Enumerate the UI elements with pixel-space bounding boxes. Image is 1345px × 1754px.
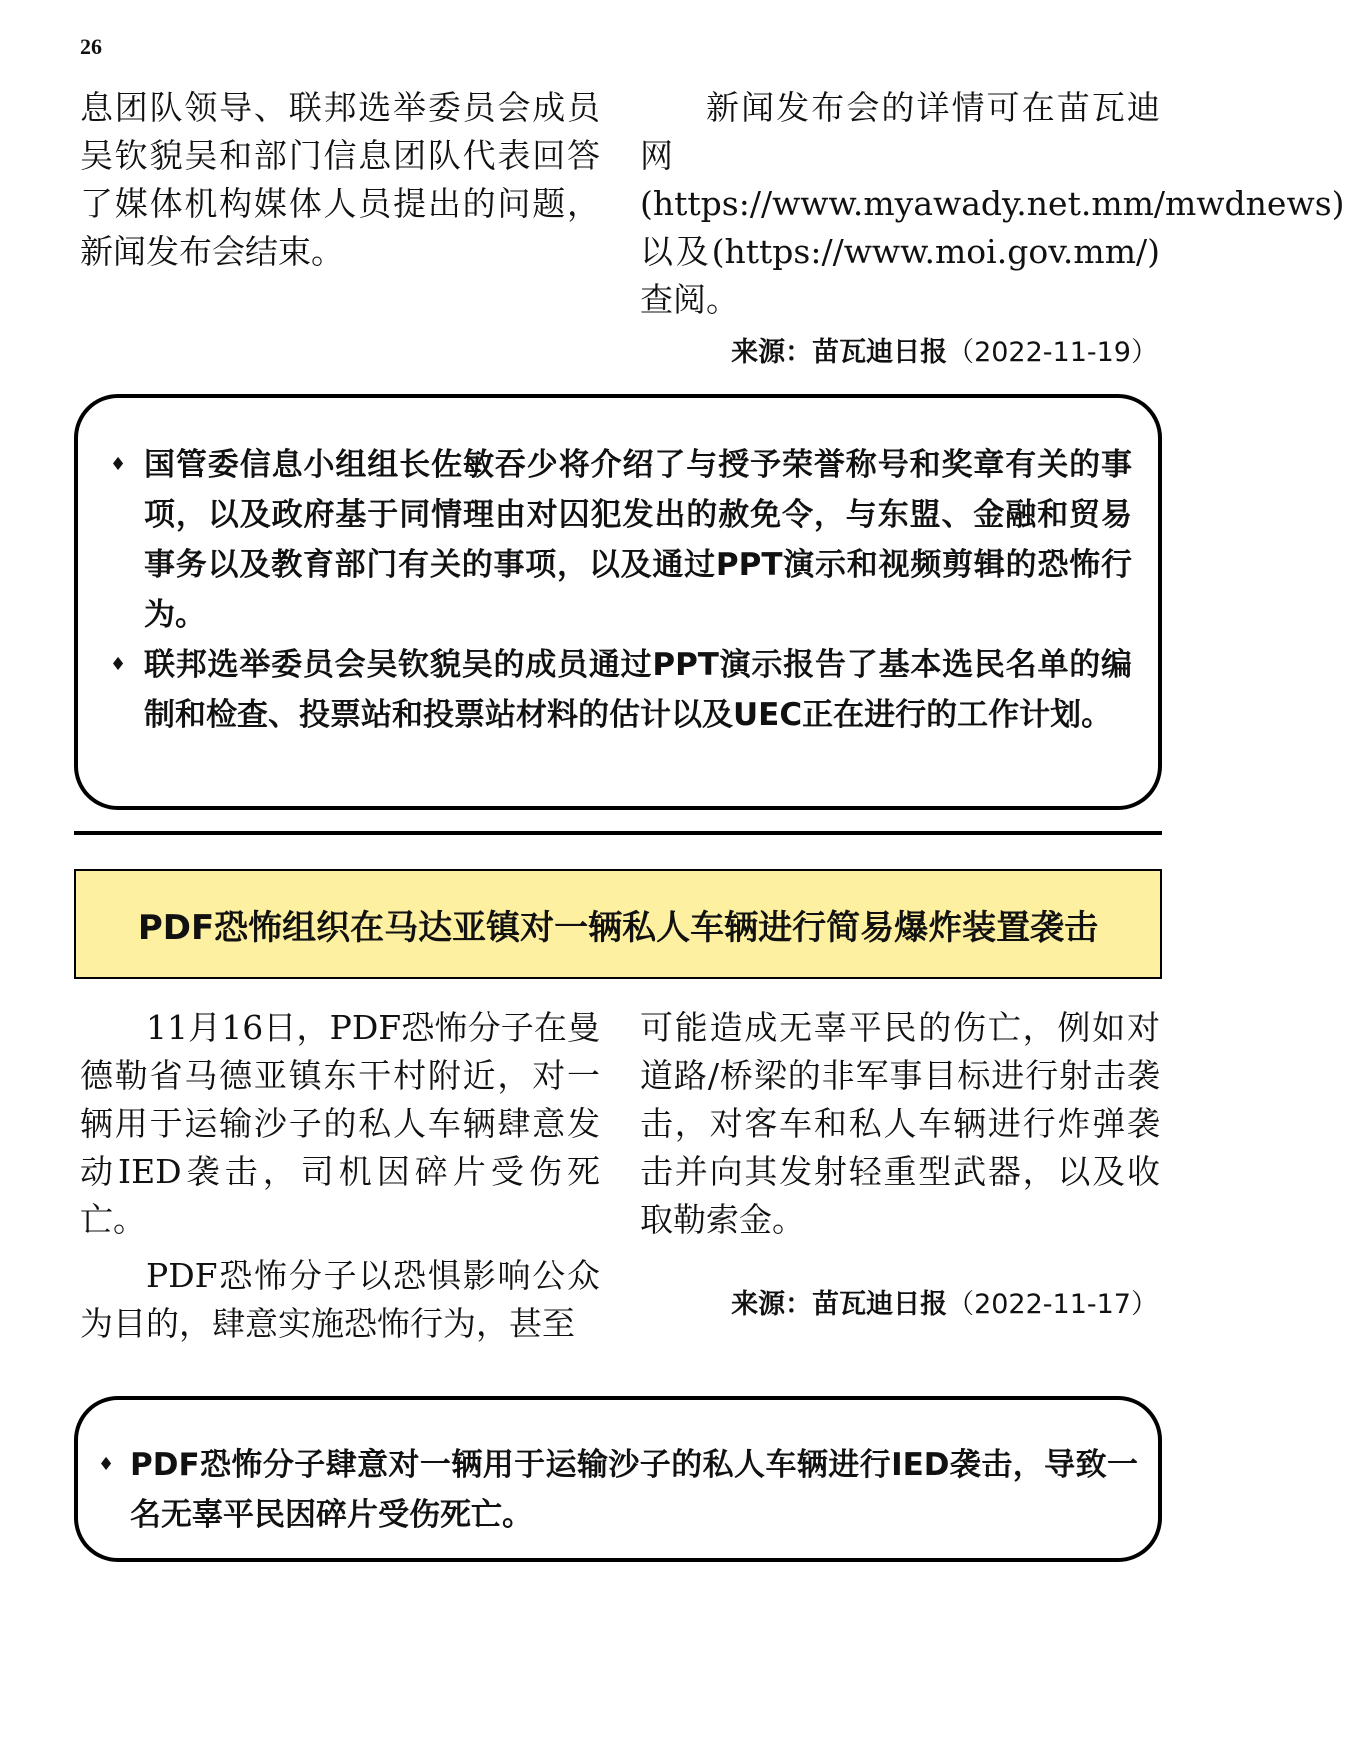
article1-left-column bbox=[80, 84, 600, 276]
page-number: 26 bbox=[80, 34, 102, 59]
summary-item: ♦ 联邦选举委员会吴钦貌吴的成员通过PPT演示报告了基本选民名单的编制和检查、投票站和投票站材料的估计以及UEC正在进行的工作计划。 bbox=[86, 640, 1132, 740]
article2-paragraph-2: PDF恐怖分子以恐惧影响公众为目的，肆意实施恐怖行为，甚至 bbox=[80, 1256, 600, 1343]
summary-box-1 bbox=[74, 394, 1162, 810]
article2-headline: PDF恐怖组织在马达亚镇对一辆私人车辆进行简易爆炸装置袭击 bbox=[74, 869, 1162, 979]
source-date: （2022-11-17） bbox=[947, 1289, 1158, 1320]
source-date: （2022-11-19） bbox=[947, 337, 1158, 368]
article1-right-paragraph: 新闻发布会的详情可在苗瓦迪网(https://www.myawady.net.mm/mwdnews) 以及(https://www.moi.gov.mm/)查阅。 bbox=[640, 88, 1345, 319]
summary-box-2 bbox=[74, 1396, 1162, 1562]
article2-right-column bbox=[640, 1004, 1160, 1244]
source-label: 来源：苗瓦迪日报 bbox=[731, 1289, 948, 1320]
diamond-bullet-icon: ♦ bbox=[110, 454, 127, 475]
article1-left-paragraph: 息团队领导、联邦选举委员会成员吴钦貌吴和部门信息团队代表回答了媒体机构媒体人员提出的问题，新闻发布会结束。 bbox=[80, 88, 600, 271]
diamond-bullet-icon: ♦ bbox=[98, 1454, 115, 1475]
article1-source bbox=[731, 330, 1158, 369]
summary-list-1 bbox=[86, 440, 1132, 740]
article2-paragraph-3: 可能造成无辜平民的伤亡，例如对道路/桥梁的非军事目标进行射击袭击，对客车和私人车辆进行炸弹袭击并向其发射轻重型武器，以及收取勒索金。 bbox=[640, 1008, 1160, 1239]
summary-item: ♦ PDF恐怖分子肆意对一辆用于运输沙子的私人车辆进行IED袭击，导致一名无辜平民因碎片受伤死亡。 bbox=[78, 1440, 1138, 1540]
summary-list-2 bbox=[78, 1440, 1138, 1540]
article2-left-column bbox=[80, 1004, 600, 1348]
article2-source bbox=[731, 1282, 1158, 1321]
article2-paragraph-1: 11月16日，PDF恐怖分子在曼德勒省马德亚镇东干村附近，对一辆用于运输沙子的私人车辆肆意发动IED袭击，司机因碎片受伤死亡。 bbox=[80, 1008, 600, 1239]
article1-right-column bbox=[640, 84, 1345, 324]
source-label: 来源：苗瓦迪日报 bbox=[731, 337, 948, 368]
summary-item: ♦ 国管委信息小组组长佐敏吞少将介绍了与授予荣誉称号和奖章有关的事项，以及政府基于同情理由对囚犯发出的赦免令，与东盟、金融和贸易事务以及教育部门有关的事项，以及通过PPT演示和视频剪辑的恐怖行为。 bbox=[86, 440, 1132, 640]
diamond-bullet-icon: ♦ bbox=[110, 654, 127, 675]
section-divider bbox=[74, 831, 1162, 835]
